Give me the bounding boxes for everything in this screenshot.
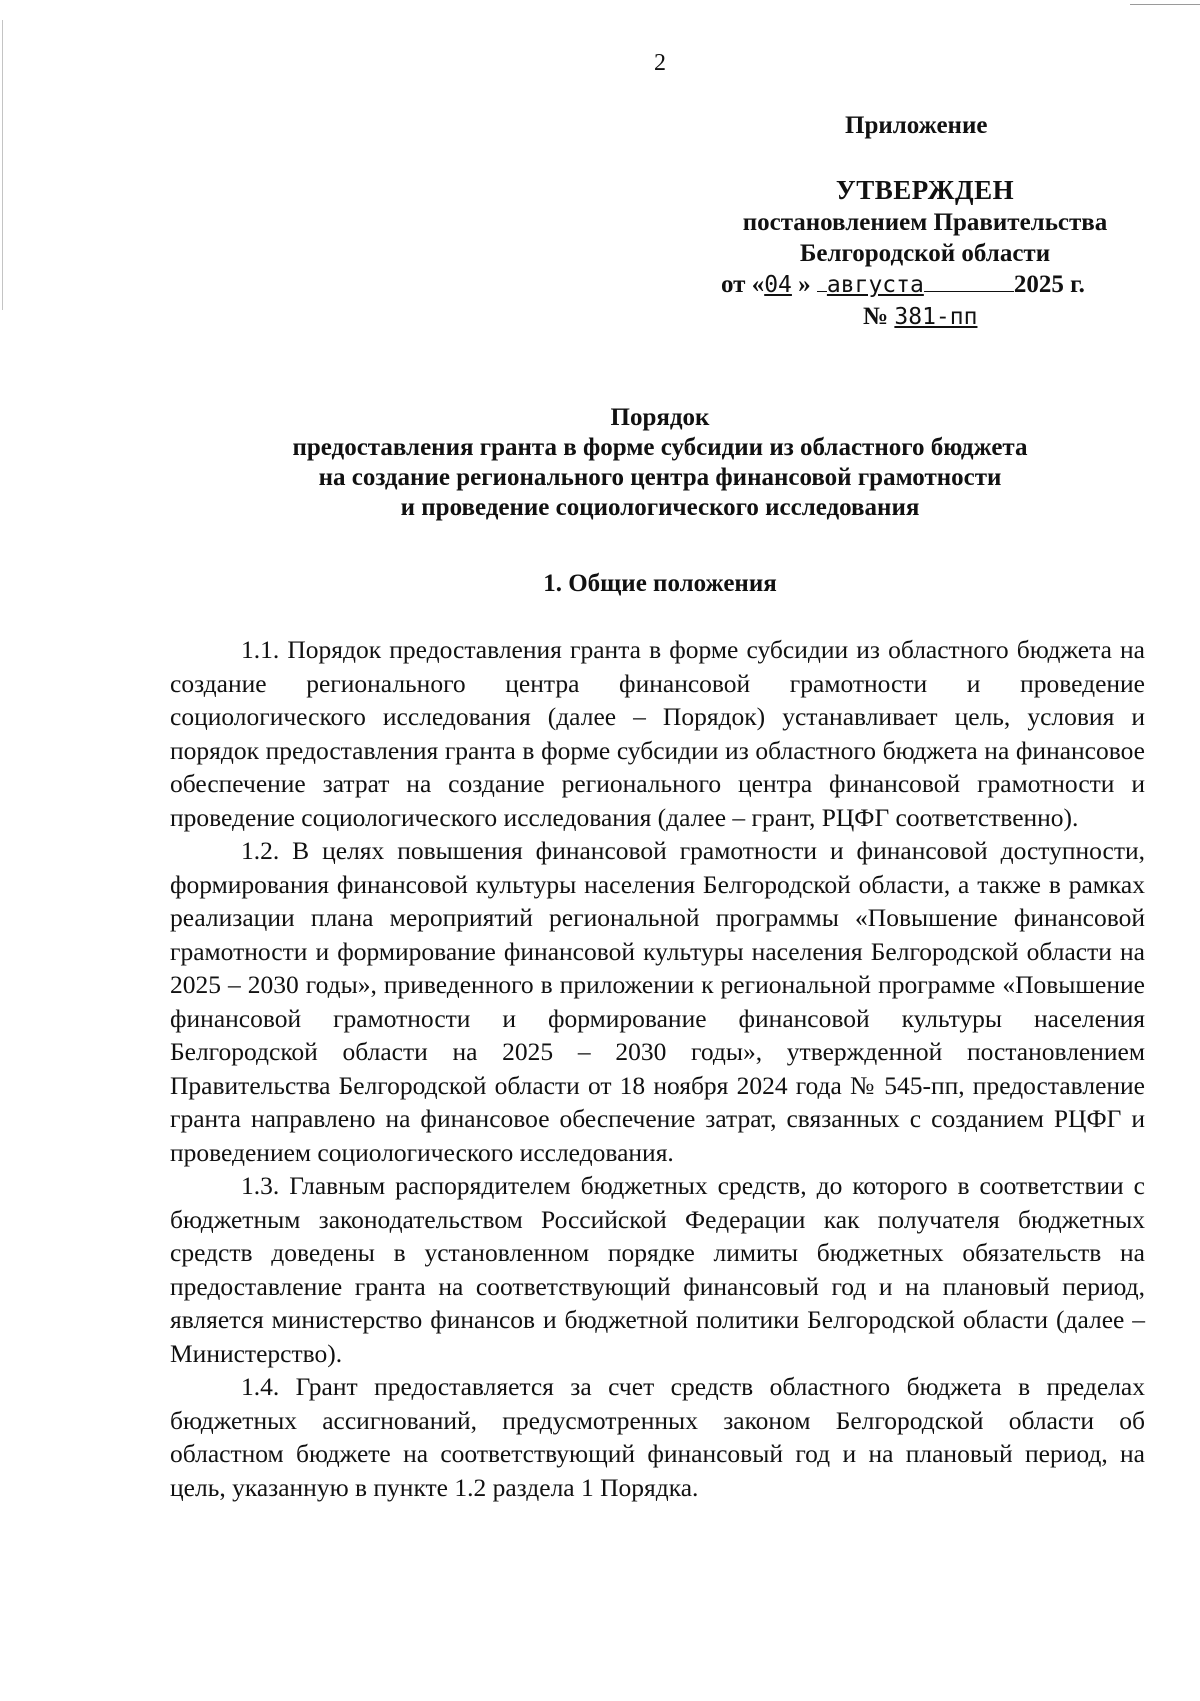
date-underline-tail [924,269,1014,292]
date-month: августа [826,272,924,298]
approval-number-line [715,301,1135,333]
section-heading: 1. Общие положения [543,570,777,597]
paragraph-1-3: 1.3. Главным распорядителем бюджетных средств, до которого в соответствии с бюджетным законодательством Российской Федерации как получателя бюджетных средств доведены в установленном порядке лимиты бюджетных обязательств на предоставление гранта на соответствующий финансовый год и на плановый период, является министерство финансов и бюджетной политики Белгородской области (далее – Министерство). [170,1171,1145,1368]
approval-line-2: Белгородской области [799,240,1051,267]
number-prefix: № [863,303,895,330]
title-line-4: и проведение социологического исследования [400,494,920,521]
number-value: 381-пп [894,304,978,330]
approval-line-1: постановлением Правительства [742,209,1108,236]
title-line-1: Порядок [610,404,710,431]
approval-heading: УТВЕРЖДЕН [835,175,1015,205]
document-title [160,403,1160,523]
date-prefix: от « [721,271,765,298]
page-number: 2 [654,50,666,76]
approval-block [715,175,1135,333]
date-year: 2025 г. [1013,271,1085,298]
date-underline-lead [817,269,827,292]
scan-edge-mark-top [1130,4,1200,5]
paragraph-1-4: 1.4. Грант предоставляется за счет средств областного бюджета в пределах бюджетных ассигнований, предусмотренных законом Белгородской области об областном бюджете на соответствующий финансовый год и на плановый период, на цель, указанную в пункте 1.2 раздела 1 Порядка. [170,1372,1145,1502]
paragraph-1-1: 1.1. Порядок предоставления гранта в форме субсидии из областного бюджета на создание регионального центра финансовой грамотности и проведение социологического исследования (далее – Порядок) устанавливает цель, условия и порядок предоставления гранта в форме субсидии из областного бюджета на финансовое обеспечение затрат на создание регионального центра финансовой грамотности и проведение социологического исследования (далее – грант, РЦФГ соответственно). [170,635,1145,832]
approval-date-line [715,269,1135,301]
title-line-3: на создание регионального центра финансовой грамотности [318,464,1002,491]
date-day: 04 [764,272,792,298]
appendix-label: Приложение [845,112,988,139]
title-line-2: предоставления гранта в форме субсидии из областного бюджета [292,434,1028,461]
date-mid: » [791,271,817,298]
body-text [170,633,1145,1504]
paragraph-1-2: 1.2. В целях повышения финансовой грамотности и финансовой доступности, формирования финансовой культуры населения Белгородской области, а также в рамках реализации плана мероприятий региональной программы «Повышение финансовой грамотности и формирование финансовой культуры населения Белгородской области на 2025 – 2030 годы», приведенного в приложении к региональной программе «Повышение финансовой грамотности и формирование финансовой культуры населения Белгородской области на 2025 – 2030 годы», утвержденной постановлением Правительства Белгородской области от 18 ноября 2024 года № 545-пп, предоставление гранта направлено на финансовое обеспечение затрат, связанных с созданием РЦФГ и проведением социологического исследования. [170,836,1145,1167]
